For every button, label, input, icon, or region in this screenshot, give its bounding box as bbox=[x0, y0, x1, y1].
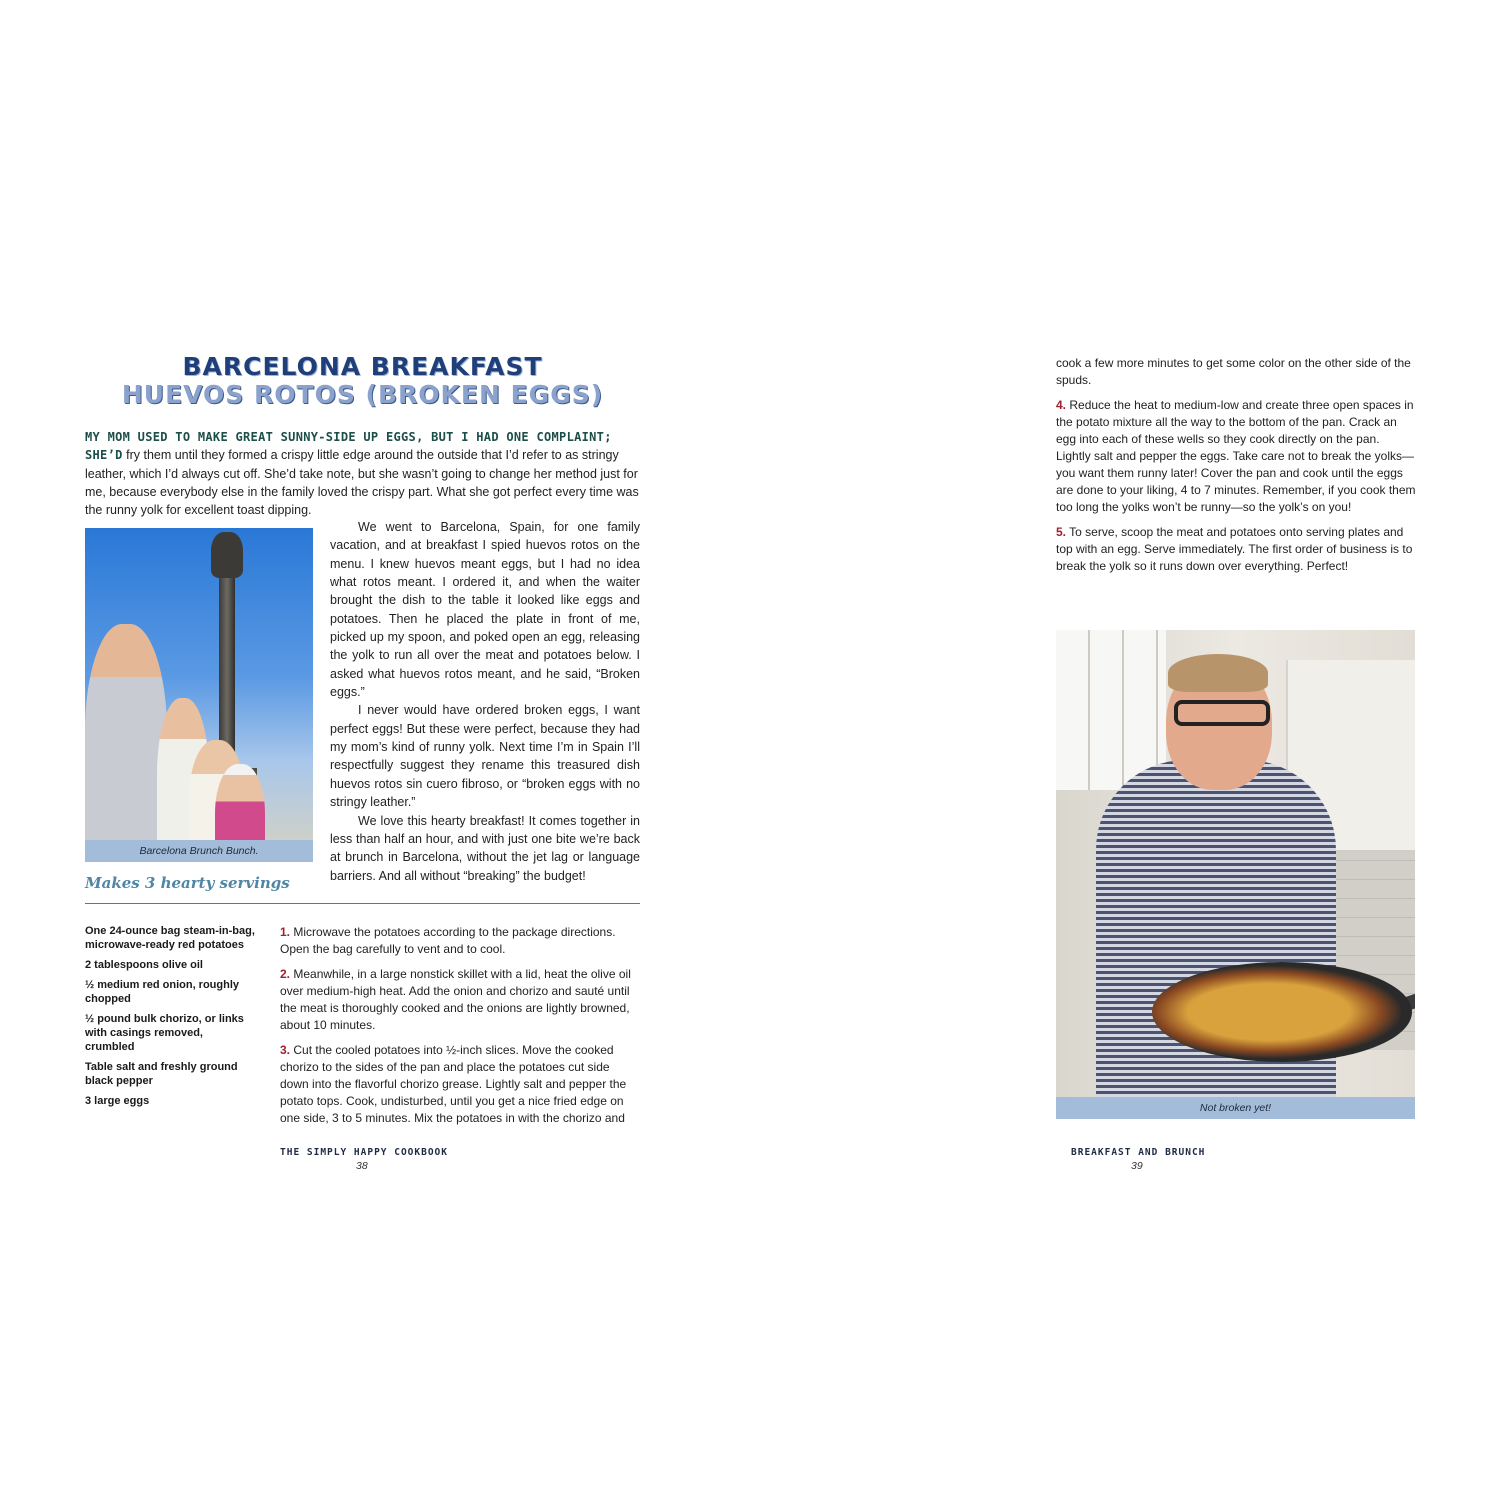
family-photo-caption: Barcelona Brunch Bunch. bbox=[85, 840, 313, 862]
ingredient-item: Table salt and freshly ground black pepper bbox=[85, 1061, 238, 1087]
man-hair bbox=[1168, 654, 1268, 692]
intro-lead-text: MY MOM USED TO MAKE GREAT SUNNY-SIDE UP EGGS, BUT I HAD ONE COMPLAINT; SHE’D bbox=[85, 430, 612, 463]
step-text: Microwave the potatoes according to the package directions. Open the bag carefully to vent and to cool. bbox=[280, 925, 616, 956]
family-member bbox=[85, 624, 167, 862]
section-divider bbox=[85, 903, 640, 904]
step-text: Cut the cooled potatoes into ½-inch slices. Move the cooked chorizo to the sides of the pan and place the potatoes cut side down into the flavorful chorizo grease. Lightly salt and pepper the potato tops. Cook, undisturbed, until you get a nice fried edge on one side, 3 to 5 minutes. Mix the potatoes in with the chorizo and bbox=[280, 1043, 627, 1125]
right-page-number: 39 bbox=[1131, 1160, 1143, 1172]
step-text: Reduce the heat to medium-low and create three open spaces in the potato mixture all the way to the bottom of the pan. Crack an egg into each of these wells so they cook directly on the pan. Lightly salt and pepper the eggs. Take care not to break the yolks—you want them runny later! Cover the pan and cook until the eggs are done to your liking, 4 to 7 minutes. Remember, if you cook them too long the yolks won’t be runny—so the yolk’s on you! bbox=[1056, 398, 1416, 514]
glasses-icon bbox=[1174, 700, 1270, 726]
ingredient-item: 3 large eggs bbox=[85, 1095, 150, 1107]
recipe-subtitle: HUEVOS ROTOS (BROKEN EGGS) bbox=[121, 380, 604, 409]
servings-label: Makes 3 hearty servings bbox=[85, 874, 290, 892]
cooking-photo-caption: Not broken yet! bbox=[1056, 1097, 1415, 1119]
ingredient-item: 2 tablespoons olive oil bbox=[85, 959, 203, 971]
story-paragraph: I never would have ordered broken eggs, I want perfect eggs! But these were perfect, because they had my mom’s kind of runny yolk. Next time I’m in Spain I’ll respectfully suggest they rename this treasured dish huevos rotos sin cuero fibroso, or “broken eggs with no stringy leather.” bbox=[330, 703, 640, 810]
method-step bbox=[280, 966, 640, 1034]
monument-statue bbox=[211, 532, 243, 578]
story-text bbox=[330, 518, 640, 885]
method-steps-continued bbox=[1056, 355, 1416, 583]
recipe-title: BARCELONA BREAKFAST bbox=[182, 352, 543, 381]
family-photo bbox=[85, 528, 313, 862]
skillet-with-eggs bbox=[1152, 962, 1412, 1062]
step-number: 5. bbox=[1056, 525, 1067, 539]
step-text: Meanwhile, in a large nonstick skillet with a lid, heat the olive oil over medium-high heat. Add the onion and chorizo and sauté until the meat is thoroughly cooked and the onions are lightly browned, about 10 minutes. bbox=[280, 967, 631, 1032]
continued-text: cook a few more minutes to get some color on the other side of the spuds. bbox=[1056, 356, 1411, 387]
ingredient-item: ½ medium red onion, roughly chopped bbox=[85, 979, 240, 1005]
intro-body-text: fry them until they formed a crispy little edge around the outside that I’d refer to as stringy leather, which I’d always cut off. She’d take note, but she wasn’t going to change her method just for me, because everybody else in the family loved the crispy part. What she got perfect every time was the runny yolk for excellent toast dipping. bbox=[85, 448, 639, 518]
kitchen-window bbox=[1056, 630, 1166, 790]
method-step bbox=[1056, 397, 1416, 516]
method-step bbox=[280, 924, 640, 958]
method-steps bbox=[280, 924, 640, 1135]
story-paragraph: We love this hearty breakfast! It comes together in less than half an hour, and with just one bite we’re back at brunch in Barcelona, without the jet lag or language barriers. And all without “breaking” the budget! bbox=[330, 813, 640, 883]
step-text: To serve, scoop the meat and potatoes onto serving plates and top with an egg. Serve immediately. The first order of business is to break the yolk so it runs down over everything. Perfect! bbox=[1056, 525, 1413, 573]
right-folio: BREAKFAST AND BRUNCH bbox=[1071, 1147, 1206, 1158]
left-folio: THE SIMPLY HAPPY COOKBOOK bbox=[280, 1147, 448, 1158]
step-number: 3. bbox=[280, 1043, 291, 1057]
ingredient-item: One 24-ounce bag steam-in-bag, microwave-ready red potatoes bbox=[85, 925, 255, 951]
ingredient-item: ½ pound bulk chorizo, or links with casings removed, crumbled bbox=[85, 1013, 244, 1053]
step-number: 4. bbox=[1056, 398, 1067, 412]
step-number: 2. bbox=[280, 967, 291, 981]
intro-paragraph bbox=[85, 428, 640, 519]
left-page-number: 38 bbox=[356, 1160, 368, 1172]
method-step bbox=[280, 1042, 640, 1127]
step-number: 1. bbox=[280, 925, 291, 939]
ingredients-list bbox=[85, 924, 255, 1114]
cooking-photo bbox=[1056, 630, 1415, 1098]
story-paragraph: We went to Barcelona, Spain, for one family vacation, and at breakfast I spied huevos rotos on the menu. I knew huevos meant eggs, but I had no idea what rotos meant. I ordered it, and when the waiter brought the dish to the table it looked like eggs and potatoes. Then he placed the plate in front of me, picked up my spoon, and poked open an egg, releasing the yolk to run all over the meat and potatoes below. I asked what huevos rotos meant, and he said, “Broken eggs.” bbox=[330, 520, 640, 700]
method-step bbox=[1056, 524, 1416, 575]
